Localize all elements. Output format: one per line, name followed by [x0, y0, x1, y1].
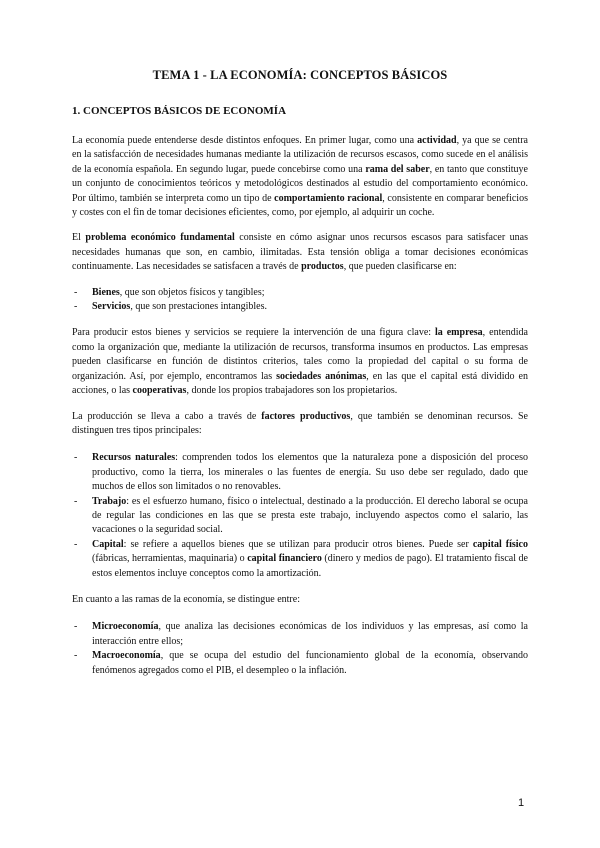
list-term: Capital: [92, 538, 124, 550]
text-run: , que también se denominan recursos. Se distinguen tres tipos principales:: [72, 410, 528, 436]
list-dash: -: [74, 301, 78, 313]
term-problema-economico: problema económico fundamental: [85, 232, 235, 244]
list-text: : se refiere a aquellos bienes que se utilizan para producir otros bienes. Puede ser: [123, 538, 473, 550]
list-item: [72, 451, 528, 494]
text-run: , entendida como la organización que, mediante la utilización de recursos, transforma insumos en productos. Las empresas pueden clasificarse en función de distintos criterios, tales como la propiedad del capital o su forma de organización. Así, por ejemplo, encontramos las: [72, 327, 528, 382]
factors-list: [72, 451, 528, 581]
term-factores-productivos: factores productivos: [261, 410, 351, 422]
list-term: Bienes: [92, 286, 120, 298]
text-run: En cuanto a las ramas de la economía, se distingue entre:: [72, 593, 300, 605]
list-item: [72, 300, 528, 314]
list-term: Recursos naturales: [92, 452, 176, 464]
page-content: [72, 68, 528, 690]
term-la-empresa: la empresa: [435, 327, 483, 339]
text-run: , que pueden clasificarse en:: [343, 261, 457, 273]
term-cooperativas: cooperativas: [132, 385, 187, 397]
text-run: , consistente en comparar beneficios y costes con el fin de tomar decisiones eficientes, como, por ejemplo, al adquirir un coche.: [72, 192, 528, 219]
list-item: [72, 620, 528, 649]
list-text: , que son objetos físicos y tangibles;: [119, 286, 265, 298]
list-text: , que analiza las decisiones económicas de los individuos y las empresas, así como la interacción entre ellos;: [92, 621, 528, 647]
section-heading: 1. CONCEPTOS BÁSICOS DE ECONOMÍA: [72, 105, 287, 117]
paragraph-company: [72, 326, 528, 398]
list-term: Microeconomía: [92, 621, 159, 633]
list-text: , que se ocupa del estudio del funcionamiento global de la economía, observando fenómenos agregados como el PIB, el desempleo o la inflación.: [92, 650, 528, 676]
text-run: El: [72, 232, 86, 244]
list-dash: -: [74, 621, 78, 633]
list-text: : es el esfuerzo humano, físico o intelectual, destinado a la producción. El derecho laboral se ocupa de regular las condiciones en las que se presta este trabajo, incluyendo aspectos como el salario, las vacaciones o la seguridad social.: [92, 495, 528, 536]
list-dash: -: [74, 538, 78, 550]
list-text: (fábricas, herramientas, maquinaria) o: [92, 553, 248, 565]
list-item: [72, 649, 528, 678]
text-run: Para producir estos bienes y servicios se requiere la intervención de una figura clave:: [72, 327, 436, 339]
term-sociedades-anonimas: sociedades anónimas: [276, 370, 367, 382]
list-term: Macroeconomía: [92, 650, 161, 662]
text-run: , ya que se centra en la satisfacción de necesidades humanas mediante la utilización de recursos escasos, como sucede en el análisis de la economía española. En segundo lugar, puede concebirse como una: [72, 135, 528, 175]
document-title: TEMA 1 - LA ECONOMÍA: CONCEPTOS BÁSICOS: [152, 68, 448, 82]
list-text: (dinero y medios de pago). El tratamiento fiscal de estos elementos incluye conceptos como la amortización.: [92, 553, 528, 579]
list-dash: -: [74, 650, 78, 662]
term-rama-del-saber: rama del saber: [365, 163, 430, 175]
paragraph-production-factors: [72, 410, 528, 439]
paragraph-economy-definition: [72, 134, 528, 220]
list-item: [72, 286, 528, 300]
products-list: [72, 286, 528, 315]
list-term: Servicios: [92, 301, 131, 313]
term-capital-fisico: capital físico: [472, 538, 528, 550]
list-term: Trabajo: [92, 495, 127, 507]
term-comportamiento-racional: comportamiento racional: [274, 192, 383, 204]
list-item: [72, 495, 528, 538]
list-dash: -: [74, 452, 78, 464]
term-capital-financiero: capital financiero: [247, 553, 322, 565]
list-dash: -: [74, 495, 78, 507]
text-run: La economía puede entenderse desde distintos enfoques. En primer lugar, como una: [72, 135, 418, 146]
text-run: , en las que el capital está dividido en acciones, o las: [72, 370, 528, 397]
list-dash: -: [74, 286, 78, 298]
paragraph-branches: [72, 593, 528, 607]
text-run: , en tanto que constituye un conjunto de conocimientos teóricos y metodológicos destinados al estudio del comportamiento económico. Por último, también se interpreta como un tipo de: [72, 163, 528, 204]
text-run: , donde los propios trabajadores son los propietarios.: [186, 385, 398, 397]
list-text: : comprenden todos los elementos que la naturaleza pone a disposición del proceso productivo, como la tierra, los minerales o las fuentes de energía. Su uso debe ser regulado, dado que muchos de ellos son limitados o no renovables.: [92, 452, 528, 493]
term-productos: productos: [301, 261, 344, 273]
list-item: [72, 538, 528, 581]
text-run: La producción se lleva a cabo a través de: [72, 410, 262, 422]
paragraph-economic-problem: [72, 231, 528, 274]
term-actividad: actividad: [417, 135, 457, 146]
list-text: , que son prestaciones intangibles.: [130, 301, 267, 313]
page-number: 1: [518, 797, 525, 809]
branches-list: [72, 620, 528, 678]
text-run: consiste en cómo asignar unos recursos escasos para satisfacer unas necesidades humanas que son, en cambio, ilimitadas. Esta tensión obliga a tomar decisiones económicas continuamente. Las necesidades se satisfacen a través de: [72, 232, 528, 273]
